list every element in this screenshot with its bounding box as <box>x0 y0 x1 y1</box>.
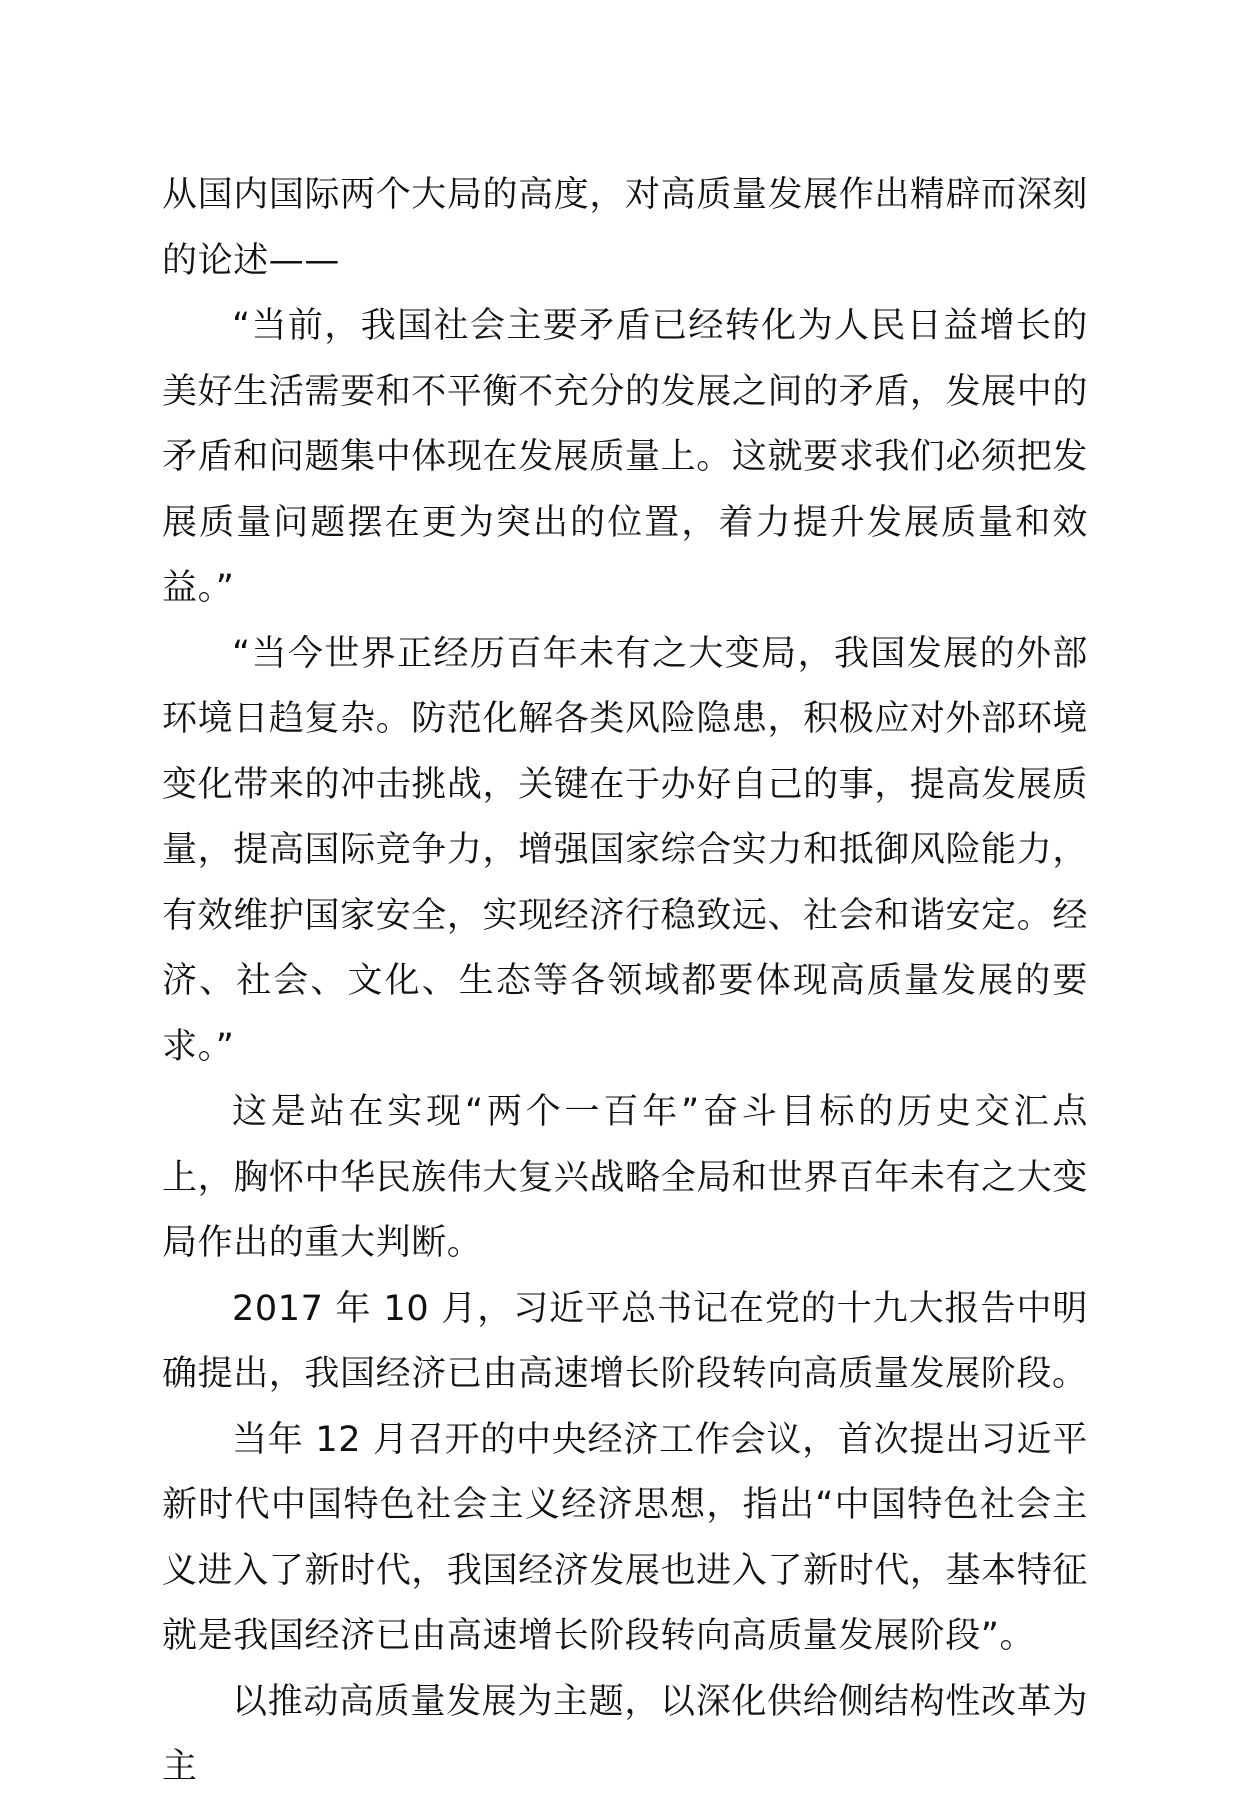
paragraph-quote-2: “当今世界正经历百年未有之大变局，我国发展的外部环境日趋复杂。防范化解各类风险隐患，积极应对外部环境变化带来的冲击挑战，关键在于办好自己的事，提高发展质量，提高国际竞争力，增强国家综合实力和抵御风险能力，有效维护国家安全，实现经济行稳致远、社会和谐安定。经济、社会、文化、生态等各领域都要体现高质量发展的要求。” <box>162 633 1088 1067</box>
paragraph-theme: 以推动高质量发展为主题，以深化供给侧结构性改革为主 <box>162 1681 1088 1787</box>
paragraph-continuation: 从国内国际两个大局的高度，对高质量发展作出精辟而深刻的论述—— <box>162 175 1088 281</box>
paragraph-quote-1: “当前，我国社会主要矛盾已经转化为人民日益增长的美好生活需要和不平衡不充分的发展之间的矛盾，发展中的矛盾和问题集中体现在发展质量上。这就要求我们必须把发展质量问题摆在更为突出的位置，着力提升发展质量和效益。” <box>162 306 1088 608</box>
paragraph-2017-report: 2017 年 10 月，习近平总书记在党的十九大报告中明确提出，我国经济已由高速增长阶段转向高质量发展阶段。 <box>162 1288 1088 1394</box>
paragraph-judgment: 这是站在实现“两个一百年”奋斗目标的历史交汇点上，胸怀中华民族伟大复兴战略全局和世界百年未有之大变局作出的重大判断。 <box>162 1092 1088 1263</box>
paragraph-economic-conference: 当年 12 月召开的中央经济工作会议，首次提出习近平新时代中国特色社会主义经济思想，指出“中国特色社会主义进入了新时代，我国经济发展也进入了新时代，基本特征就是我国经济已由高速增长阶段转向高质量发展阶段”。 <box>162 1419 1088 1656</box>
article-body <box>162 163 1088 1801</box>
